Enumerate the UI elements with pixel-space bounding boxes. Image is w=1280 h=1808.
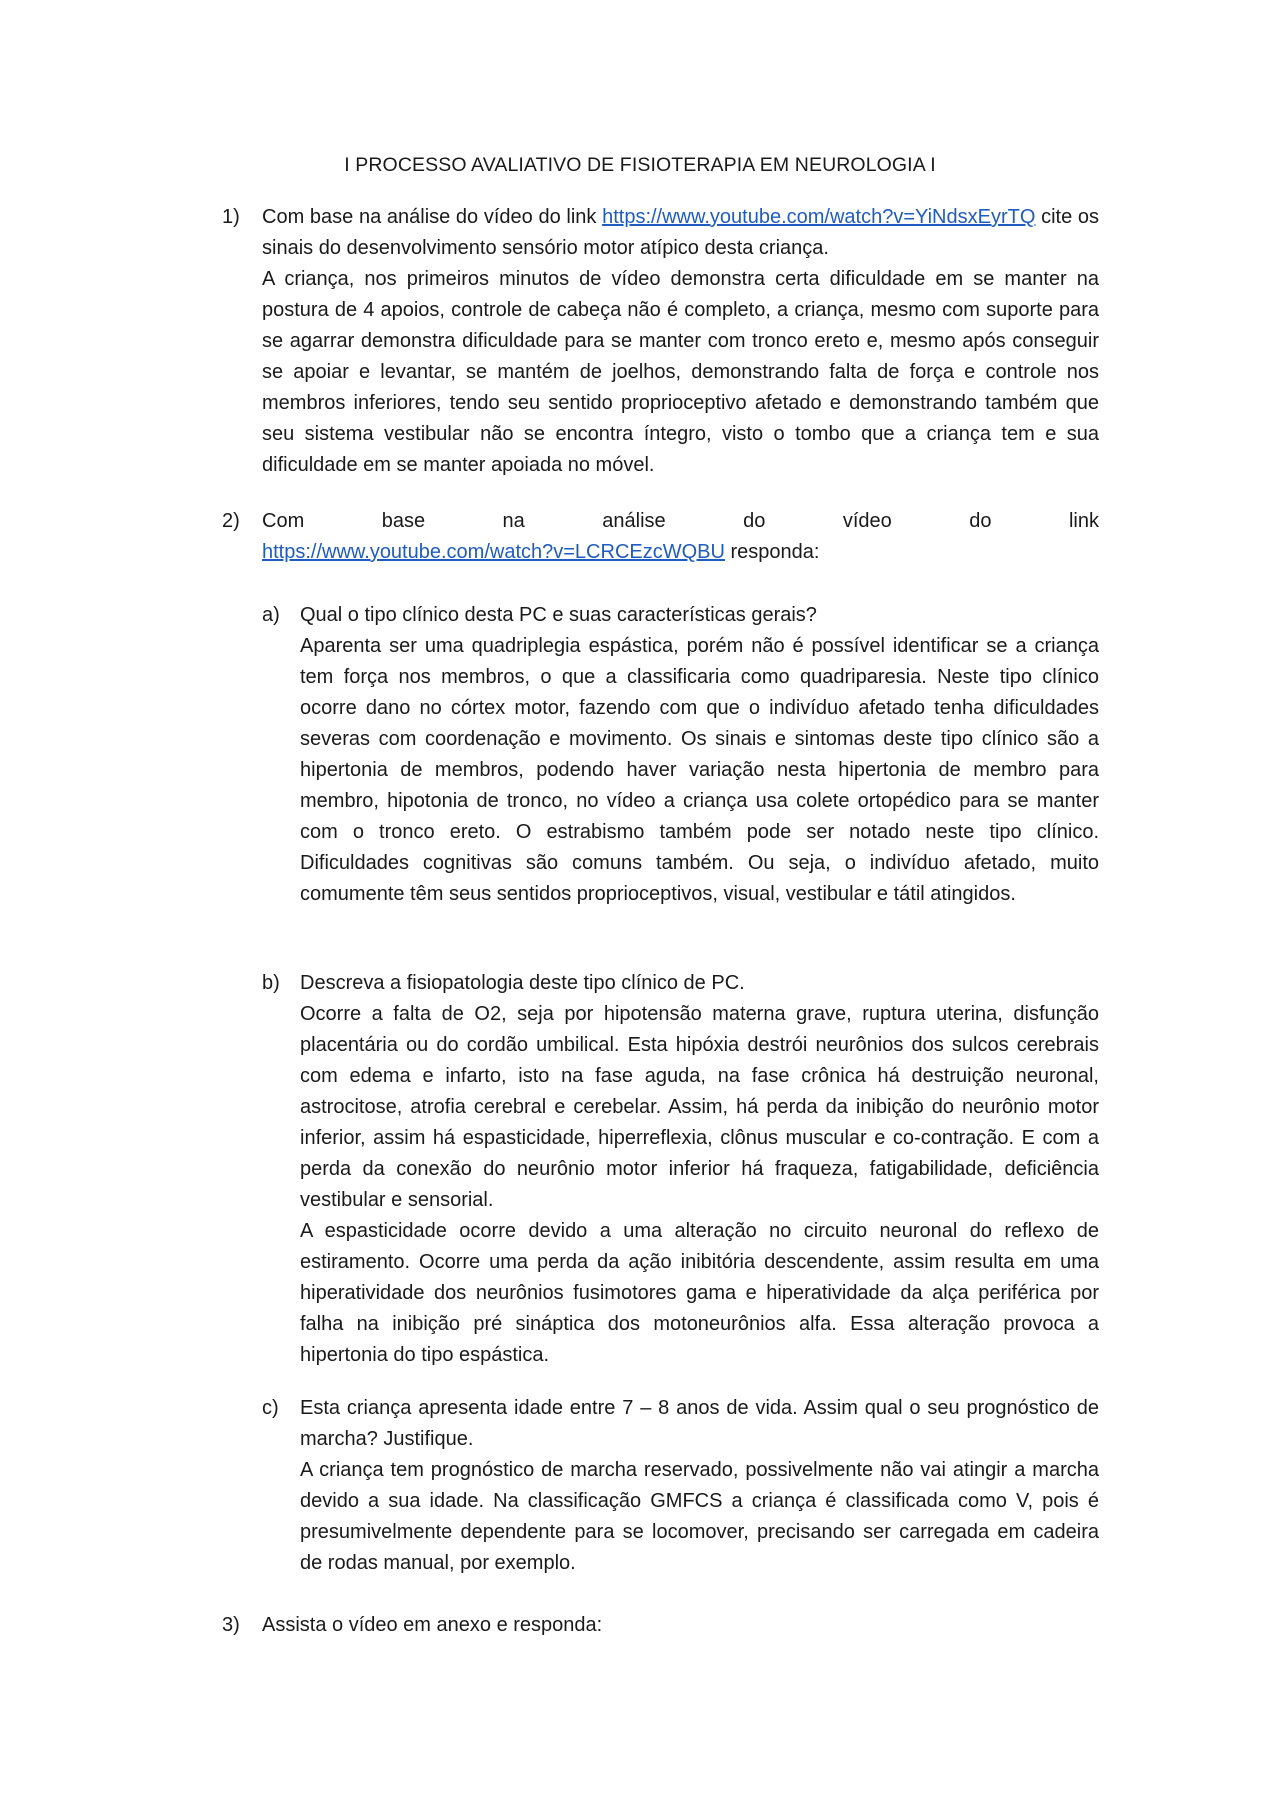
question-1-body [262, 202, 1099, 481]
question-2a-question: Qual o tipo clínico desta PC e suas características gerais? [300, 604, 817, 626]
question-3 [222, 1610, 1099, 1641]
question-2c-answer: A criança tem prognóstico de marcha reservado, possivelmente não vai atingir a marcha devido a sua idade. Na classificação GMFCS a criança é classificada como V, pois é presumivelmente dependente para se locomover, precisando ser carregada em cadeira de rodas manual, por exemplo. [300, 1459, 1099, 1574]
question-number: 1) [222, 206, 240, 228]
question-2-body [262, 506, 1099, 568]
question-2c-question: Esta criança apresenta idade entre 7 – 8 anos de vida. Assim qual o seu prognóstico de marcha? Justifique. [300, 1397, 1099, 1450]
question-2b-answer-1: Ocorre a falta de O2, seja por hipotensão materna grave, ruptura uterina, disfunção placentária ou do cordão umbilical. Esta hipóxia destrói neurônios dos sulcos cerebrais com edema e infarto, isto na fase aguda, na fase crônica há destruição neuronal, astrocitose, atrofia cerebral e cerebelar. Assim, há perda da inibição do neurônio motor inferior, assim há espasticidade, hiperreflexia, clônus muscular e co-contração. E com a perda da conexão do neurônio motor inferior há fraqueza, fatigabilidade, deficiência vestibular e sensorial. [300, 1003, 1099, 1211]
subquestion-letter: a) [262, 604, 280, 626]
question-number: 3) [222, 1614, 240, 1636]
question-2-prompt-text: Com base na análise do vídeo do link [262, 510, 1099, 532]
subquestion-letter: b) [262, 972, 280, 994]
page-title: I PROCESSO AVALIATIVO DE FISIOTERAPIA EM NEUROLOGIA I [344, 154, 936, 176]
question-2a-body [300, 600, 1099, 910]
question-2-prompt-tail: responda: [724, 541, 820, 563]
question-2a-answer: Aparenta ser uma quadriplegia espástica, porém não é possível identificar se a criança tem força nos membros, o que a classificaria como quadriparesia. Neste tipo clínico ocorre dano no córtex motor, fazendo com que o indivíduo afetado tenha dificuldades severas com coordenação e movimento. Os sinais e sintomas deste tipo clínico são a hipertonia de membros, podendo haver variação nesta hipertonia de membro para membro, hipotonia de tronco, no vídeo a criança usa colete ortopédico para se manter com o tronco ereto. O estrabismo também pode ser notado neste tipo clínico. Dificuldades cognitivas são comuns também. Ou seja, o indivíduo afetado, muito comumente têm seus sentidos proprioceptivos, visual, vestibular e tátil atingidos. [300, 635, 1099, 905]
question-3-prompt: Assista o vídeo em anexo e responda: [262, 1614, 603, 1636]
question-2b-body [300, 968, 1099, 1371]
question-1-answer: A criança, nos primeiros minutos de vídeo demonstra certa dificuldade em se manter na postura de 4 apoios, controle de cabeça não é completo, a criança, mesmo com suporte para se agarrar demonstra dificuldade para se manter com tronco ereto e, mesmo após conseguir se apoiar e levantar, se mantém de joelhos, demonstrando falta de força e controle nos membros inferiores, tendo seu sentido proprioceptivo afetado e demonstrando também que seu sistema vestibular não se encontra íntegro, visto o tombo que a criança tem e sua dificuldade em se manter apoiada no móvel. [262, 268, 1099, 476]
video-link-1[interactable]: https://www.youtube.com/watch?v=YiNdsxEyrTQ [602, 206, 1036, 228]
question-2-prompt [262, 537, 1099, 568]
video-link-2[interactable]: https://www.youtube.com/watch?v=LCRCEzcWQBU [262, 541, 725, 563]
question-2c-body [300, 1393, 1099, 1579]
question-2b-answer-2: A espasticidade ocorre devido a uma alteração no circuito neuronal do reflexo de estiramento. Ocorre uma perda da ação inibitória descendente, assim resulta em uma hiperatividade dos neurônios fusimotores gama e hiperatividade da alça periférica por falha na inibição pré sináptica dos motoneurônios alfa. Essa alteração provoca a hipertonia do tipo espástica. [300, 1220, 1099, 1366]
subquestion-letter: c) [262, 1397, 279, 1419]
question-2b-question: Descreva a fisiopatologia deste tipo clínico de PC. [300, 972, 745, 994]
question-1-prompt [262, 202, 1099, 264]
question-2b [262, 968, 1099, 1371]
question-2c [262, 1393, 1099, 1579]
question-number: 2) [222, 510, 240, 532]
question-1 [222, 202, 1099, 481]
question-1-prompt-tail: cite os sinais do desenvolvimento sensório motor atípico desta criança. [262, 206, 1099, 259]
question-2a [262, 600, 1099, 910]
question-1-prompt-text: Com base na análise do vídeo do link [262, 206, 603, 228]
question-3-body [262, 1610, 1099, 1641]
question-2 [222, 506, 1099, 568]
